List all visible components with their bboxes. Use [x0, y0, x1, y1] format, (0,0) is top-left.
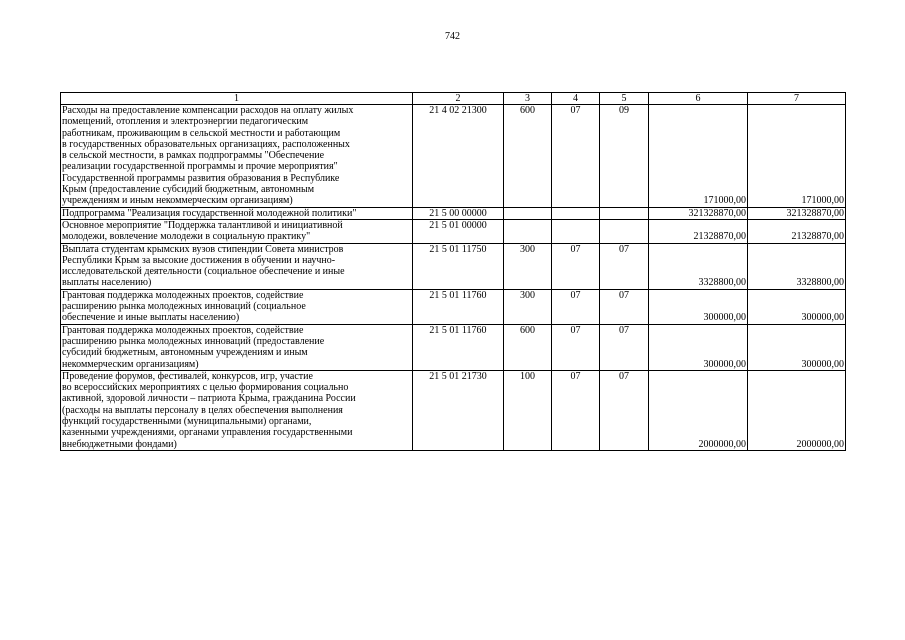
table-header	[61, 93, 846, 105]
header-col-5: 5	[600, 93, 649, 105]
row-col-4: 07	[552, 289, 600, 324]
row-amount-6: 171000,00	[649, 105, 748, 208]
row-col-3: 600	[504, 324, 552, 370]
row-code: 21 5 01 00000	[413, 219, 504, 243]
row-col-5: 07	[600, 324, 649, 370]
row-amount-7: 300000,00	[748, 289, 846, 324]
row-code: 21 5 01 11750	[413, 243, 504, 289]
row-name: Основное мероприятие "Поддержка талантливой и инициативной молодежи, вовлечение молодежи в социальную практику"	[61, 219, 413, 243]
header-col-7: 7	[748, 93, 846, 105]
header-col-4: 4	[552, 93, 600, 105]
header-row	[61, 93, 846, 105]
row-col-5: 07	[600, 370, 649, 450]
row-col-3	[504, 207, 552, 219]
row-code: 21 5 00 00000	[413, 207, 504, 219]
row-col-3: 300	[504, 243, 552, 289]
row-name: Расходы на предоставление компенсации расходов на оплату жилых помещений, отопления и электроэнергии педагогическим работникам, проживающим в сельской местности и работающим в государственных образовательных организациях, расположенных в сельской местности, в рамках подпрограммы "Обеспечение реализации государственной программы и прочие мероприятия" Государственной программы развития образования в Республике Крым (предоставление субсидий бюджетным, автономным учреждениям и иным некоммерческим организациям)	[61, 105, 413, 208]
row-col-3: 600	[504, 105, 552, 208]
row-col-4: 07	[552, 105, 600, 208]
row-col-5: 09	[600, 105, 649, 208]
header-col-6: 6	[649, 93, 748, 105]
page-number: 742	[445, 31, 460, 42]
header-col-2: 2	[413, 93, 504, 105]
table-row	[61, 289, 846, 324]
row-amount-7: 300000,00	[748, 324, 846, 370]
row-code: 21 5 01 11760	[413, 324, 504, 370]
row-code: 21 5 01 11760	[413, 289, 504, 324]
row-col-3	[504, 219, 552, 243]
table-row	[61, 207, 846, 219]
row-col-5	[600, 207, 649, 219]
table-body	[61, 105, 846, 451]
table-row	[61, 219, 846, 243]
row-code: 21 4 02 21300	[413, 105, 504, 208]
row-name: Подпрограмма "Реализация государственной молодежной политики"	[61, 207, 413, 219]
row-amount-6: 3328800,00	[649, 243, 748, 289]
row-name: Грантовая поддержка молодежных проектов, содействие расширению рынка молодежных инноваций (социальное обеспечение и иные выплаты населению)	[61, 289, 413, 324]
header-col-3: 3	[504, 93, 552, 105]
row-col-4	[552, 219, 600, 243]
row-amount-7: 321328870,00	[748, 207, 846, 219]
row-amount-6: 2000000,00	[649, 370, 748, 450]
row-col-3: 100	[504, 370, 552, 450]
row-col-4	[552, 207, 600, 219]
row-amount-6: 21328870,00	[649, 219, 748, 243]
row-amount-7: 3328800,00	[748, 243, 846, 289]
row-amount-6: 300000,00	[649, 289, 748, 324]
row-name: Выплата студентам крымских вузов стипендии Совета министров Республики Крым за высокие достижения в обучении и научно- исследовательской деятельности (социальное обеспечение и иные выплаты населению)	[61, 243, 413, 289]
row-col-4: 07	[552, 370, 600, 450]
budget-table	[60, 92, 846, 451]
row-amount-6: 321328870,00	[649, 207, 748, 219]
row-col-5	[600, 219, 649, 243]
table-row	[61, 105, 846, 208]
row-col-5: 07	[600, 289, 649, 324]
row-name: Проведение форумов, фестивалей, конкурсов, игр, участие во всероссийских мероприятиях с целью формирования социально активной, здоровой личности – патриота Крыма, гражданина России (расходы на выплаты персоналу в целях обеспечения выполнения функций государственными (муниципальными) органами, казенными учреждениями, органами управления государственными внебюджетными фондами)	[61, 370, 413, 450]
row-code: 21 5 01 21730	[413, 370, 504, 450]
row-col-3: 300	[504, 289, 552, 324]
row-amount-7: 2000000,00	[748, 370, 846, 450]
row-col-5: 07	[600, 243, 649, 289]
row-amount-7: 21328870,00	[748, 219, 846, 243]
header-col-1: 1	[61, 93, 413, 105]
row-name: Грантовая поддержка молодежных проектов, содействие расширению рынка молодежных инноваций (предоставление субсидий бюджетным, автономным учреждениям и иным некоммерческим организациям)	[61, 324, 413, 370]
table-row	[61, 324, 846, 370]
row-amount-7: 171000,00	[748, 105, 846, 208]
row-amount-6: 300000,00	[649, 324, 748, 370]
row-col-4: 07	[552, 243, 600, 289]
table-row	[61, 370, 846, 450]
table-row	[61, 243, 846, 289]
row-col-4: 07	[552, 324, 600, 370]
